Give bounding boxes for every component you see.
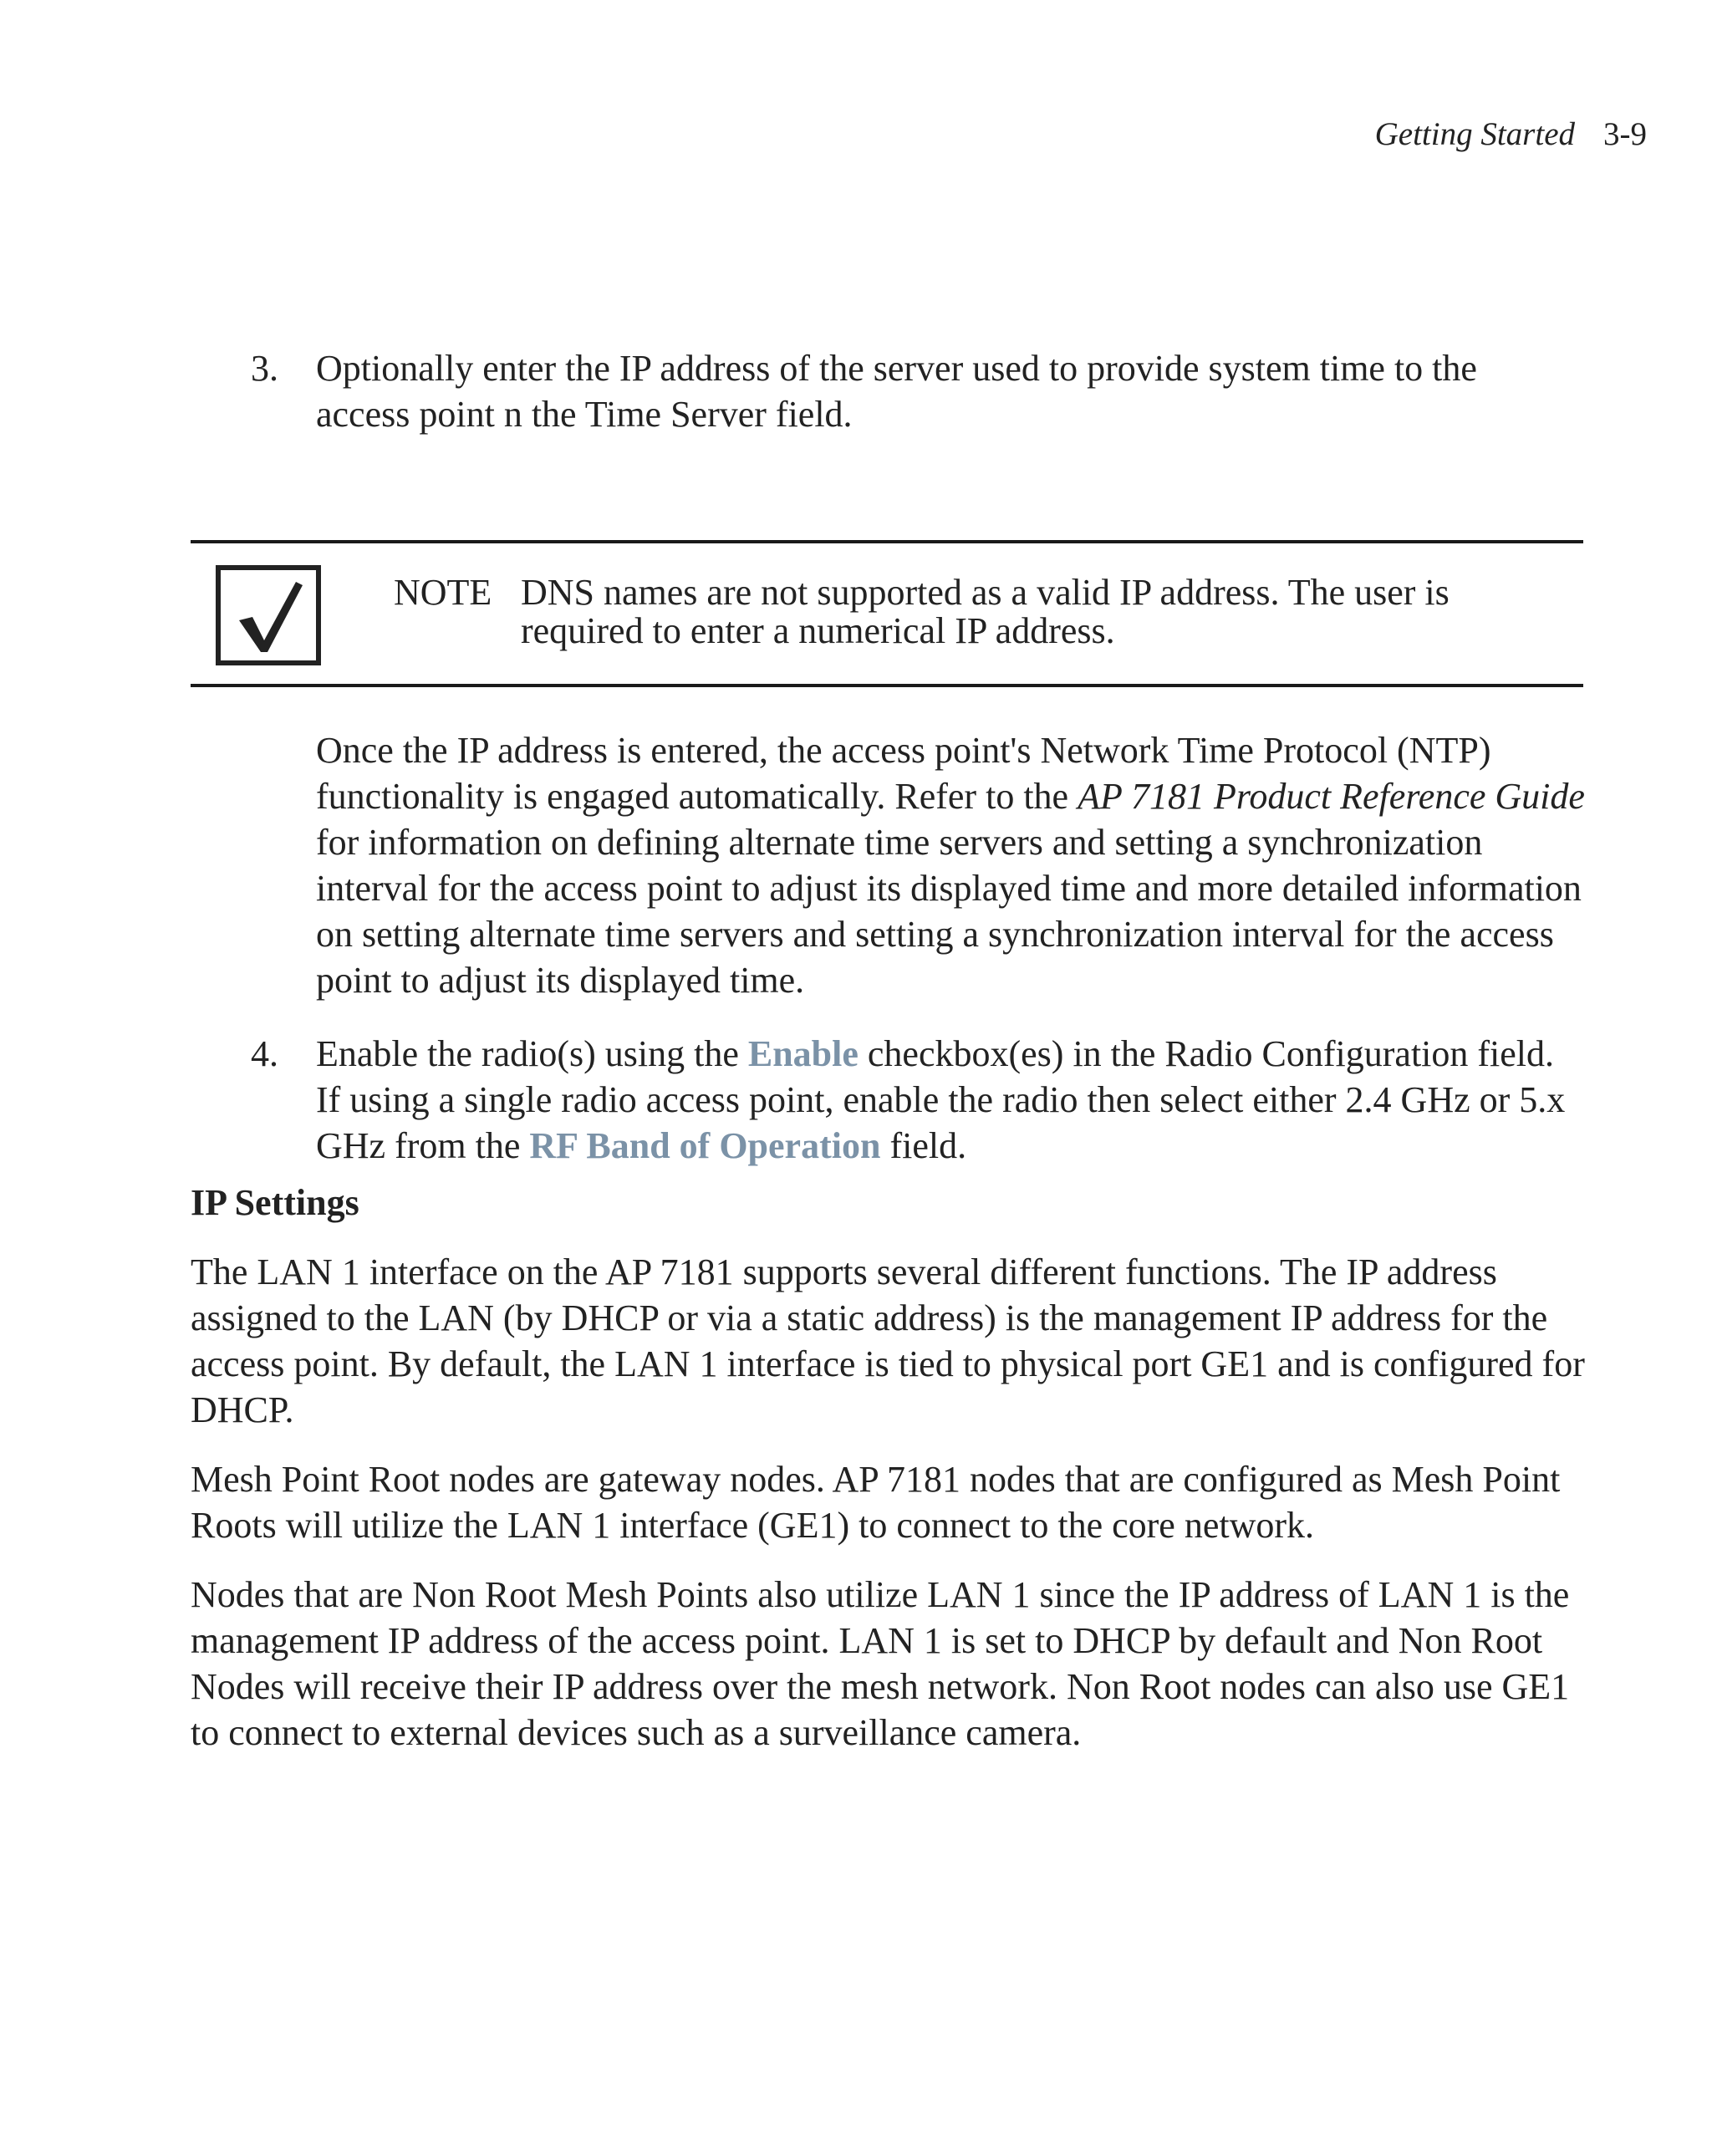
ntp-paragraph xyxy=(316,727,1587,1003)
note-box xyxy=(191,540,1583,687)
page-header xyxy=(1375,115,1647,153)
note-text: DNS names are not supported as a valid IP address. The user is required to enter a numerical IP address. xyxy=(521,572,1450,651)
step-4-number: 4. xyxy=(251,1033,278,1074)
reference-guide-title: AP 7181 Product Reference Guide xyxy=(1078,776,1585,817)
ip-settings-paragraph-1: The LAN 1 interface on the AP 7181 supports several different functions. The IP address assigned to the LAN (by DHCP or via a static address) is the management IP address for the access point. By default, the LAN 1 interface is tied to physical port GE1 and is configured for DHCP. xyxy=(191,1251,1585,1430)
step-4-part1: Enable the radio(s) using the xyxy=(316,1033,748,1074)
rf-band-ui-reference: RF Band of Operation xyxy=(529,1125,881,1166)
step-3-number: 3. xyxy=(251,348,278,389)
ip-settings-paragraph-3: Nodes that are Non Root Mesh Points also utilize LAN 1 since the IP address of LAN 1 is the management IP address of the access point. LAN 1 is set to DHCP by default and Non Root Nodes will receive their IP address over the mesh network. Non Root nodes can also use GE1 to connect to external devices such as a surveillance camera. xyxy=(191,1574,1570,1753)
ntp-paragraph-part1: Once the IP address is entered, the access point's Network Time Protocol (NTP) functionality is engaged automatically. Refer to the xyxy=(316,730,1491,817)
step-4-part3: field. xyxy=(880,1125,967,1166)
step-3 xyxy=(191,345,1578,437)
header-section-title: Getting Started xyxy=(1374,116,1575,152)
step-3-text: Optionally enter the IP address of the server used to provide system time to the access point n the Time Server field. xyxy=(316,348,1477,435)
checkmark-icon xyxy=(216,565,321,665)
ip-settings-heading: IP Settings xyxy=(191,1182,359,1223)
ip-settings-paragraph-2: Mesh Point Root nodes are gateway nodes. AP 7181 nodes that are configured as Mesh Point Roots will utilize the LAN 1 interface (GE1) to connect to the core network. xyxy=(191,1459,1561,1546)
step-4-text xyxy=(316,1031,1578,1169)
step-4-part2: checkbox(es) in the Radio Configuration field. If using a single radio access point, enable the radio then select either 2.4 GHz or 5.x GHz from the xyxy=(316,1033,1566,1166)
ntp-paragraph-part2: for information on defining alternate time servers and setting a synchronization interval for the access point to adjust its displayed time and more detailed information on setting alternate time servers and setting a synchronization interval for the access point to adjust its displayed time. xyxy=(316,822,1582,1001)
enable-ui-reference: Enable xyxy=(747,1033,859,1074)
step-4 xyxy=(191,1031,1578,1169)
note-label: NOTE xyxy=(394,572,492,613)
header-page-number: 3-9 xyxy=(1603,116,1647,152)
